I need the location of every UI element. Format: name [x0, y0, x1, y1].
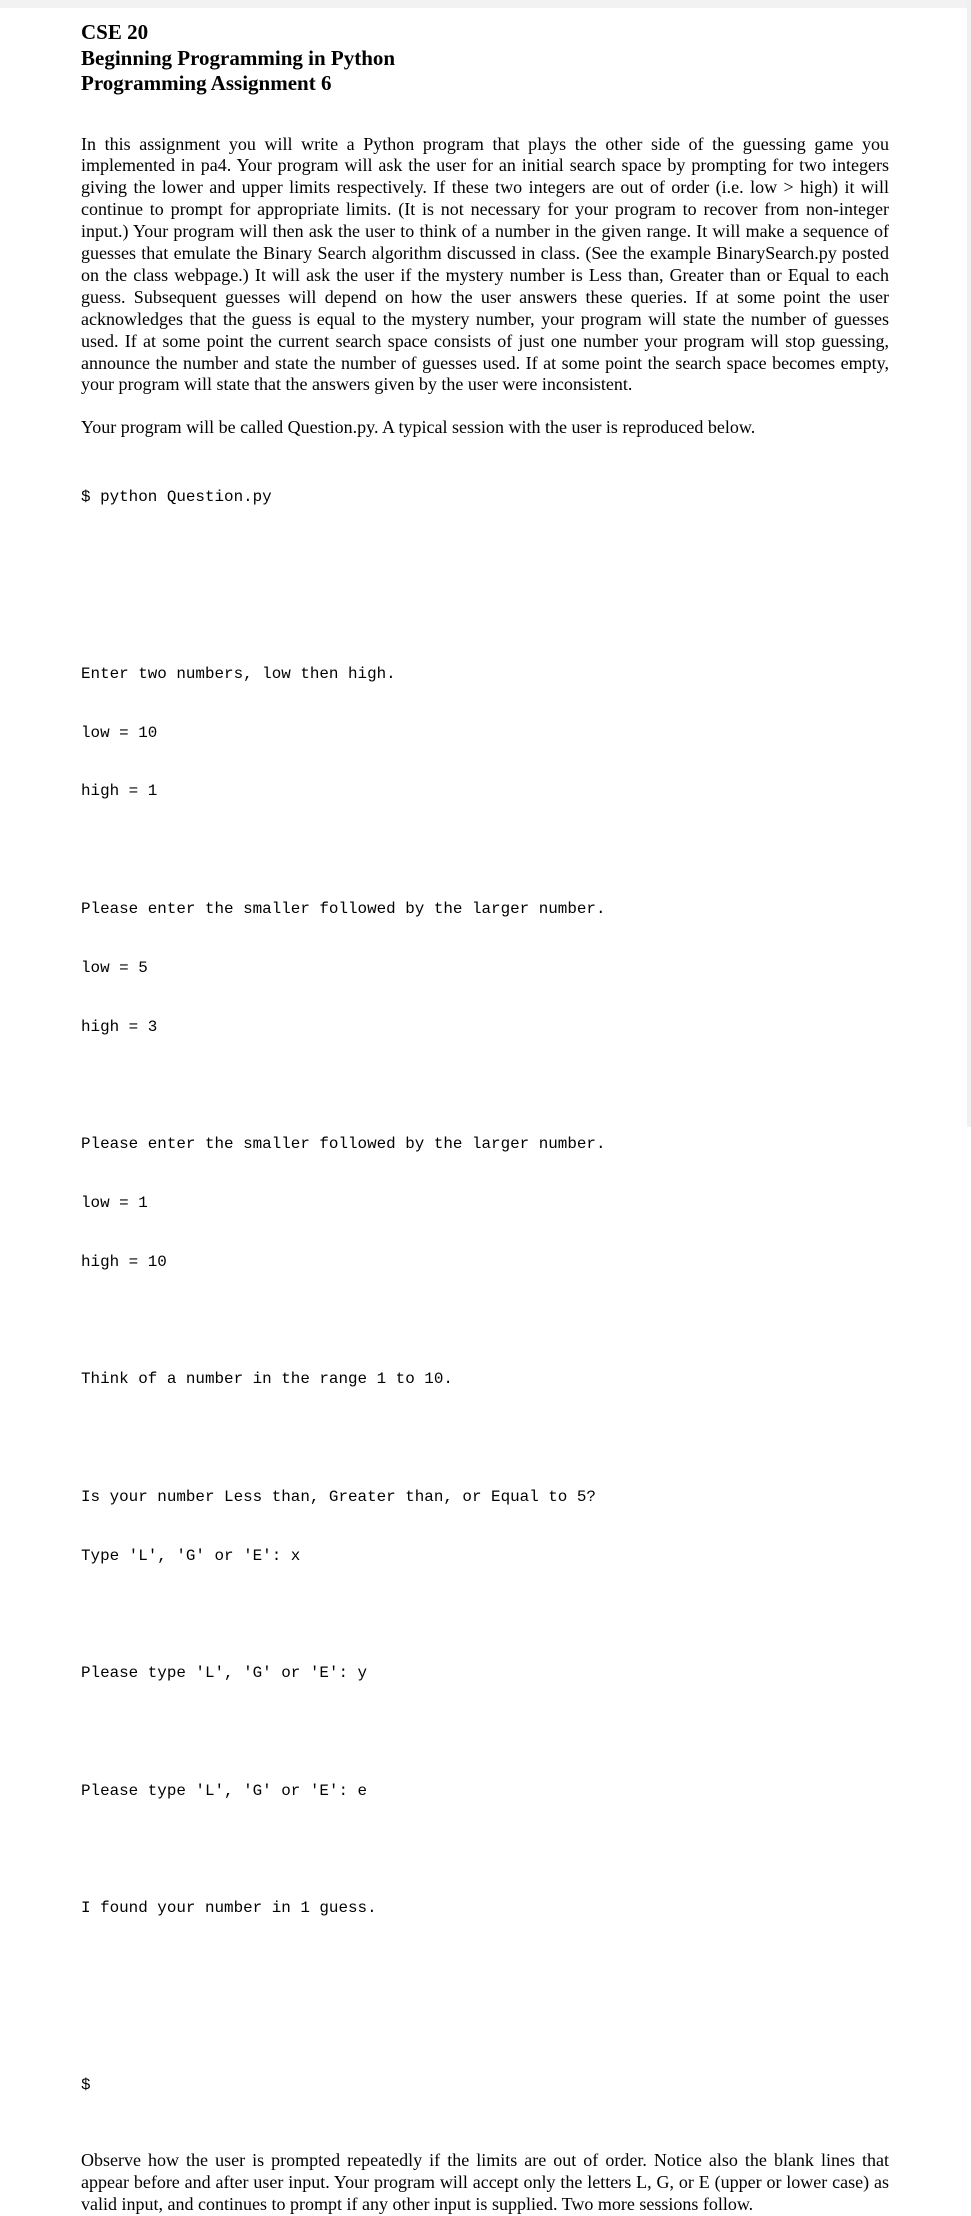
session-line: [81, 1076, 889, 1096]
session-line: $ python Question.py: [81, 488, 272, 507]
intro-paragraph: In this assignment you will write a Python program that plays the other side of the guessing game you implemented in pa4. Your program will ask the user for an initial search space by prompting for two integers giving the lower and upper limits respectively. If these two integers are out of order (i.e. low > high) it will continue to prompt for appropriate limits. (It is not necessary for your program to recover from non-integer input.) Your program will then ask the user to think of a number in the given range. It will make a sequence of guesses that emulate the Binary Search algorithm discussed in class. (See the example BinarySearch.py posted on the class webpage.) It will ask the user if the mystery number is Less than, Greater than or Equal to each guess. Subsequent guesses will depend on how the user answers these queries. If at some point the user acknowledges that the guess is equal to the mystery number, your program will state the number of guesses used. If at some point the current search space consists of just one number your program will stop guessing, announce the number and state the number of guesses used. If at some point the search space becomes empty, your program will state that the answers given by the user were inconsistent.: [81, 133, 889, 395]
session-line: [81, 2017, 889, 2037]
course-code: CSE 20: [81, 20, 149, 44]
terminal-session: [81, 449, 889, 2134]
session-line: Is your number Less than, Greater than, or Equal to 5?: [81, 1487, 596, 1506]
session-line: I found your number in 1 guess.: [81, 1899, 377, 1918]
session-line: [81, 1723, 889, 1743]
top-strip: [0, 0, 971, 8]
page-edge: [967, 0, 971, 1127]
session-line: low = 10: [81, 723, 158, 742]
session-line: [81, 547, 889, 567]
document-header: [81, 20, 889, 97]
session-line: [81, 841, 889, 861]
session-line: Enter two numbers, low then high.: [81, 664, 396, 683]
session-line: high = 10: [81, 1252, 167, 1271]
closing-paragraph: Observe how the user is prompted repeatedly if the limits are out of order. Notice also the blank lines that appear before and after user input. Your program will accept only the letters L, G, or E (upper or lower case) as valid input, and continues to prompt if any other input is supplied. Two more sessions follow.: [81, 2150, 889, 2215]
session-line: [81, 1958, 889, 1978]
session-line: [81, 1429, 889, 1449]
session-line: [81, 606, 889, 626]
session-line: Type 'L', 'G' or 'E': x: [81, 1546, 301, 1565]
session-line: Please type 'L', 'G' or 'E': e: [81, 1781, 368, 1800]
session-line: low = 1: [81, 1193, 148, 1212]
session-line: high = 3: [81, 1017, 158, 1036]
session-line: [81, 1840, 889, 1860]
session-line: $: [81, 2075, 91, 2094]
session-line: high = 1: [81, 782, 158, 801]
course-title: Beginning Programming in Python: [81, 45, 396, 70]
session-line: Please enter the smaller followed by the larger number.: [81, 899, 606, 918]
session-line: Please type 'L', 'G' or 'E': y: [81, 1664, 368, 1683]
session-line: low = 5: [81, 958, 148, 977]
program-name-paragraph: Your program will be called Question.py. A typical session with the user is reproduced below.: [81, 417, 756, 438]
document-page: [81, 20, 889, 2216]
session-line: [81, 1605, 889, 1625]
session-line: [81, 1311, 889, 1331]
assignment-title: Programming Assignment 6: [81, 71, 332, 95]
session-line: Please enter the smaller followed by the larger number.: [81, 1135, 606, 1154]
session-line: Think of a number in the range 1 to 10.: [81, 1370, 453, 1389]
